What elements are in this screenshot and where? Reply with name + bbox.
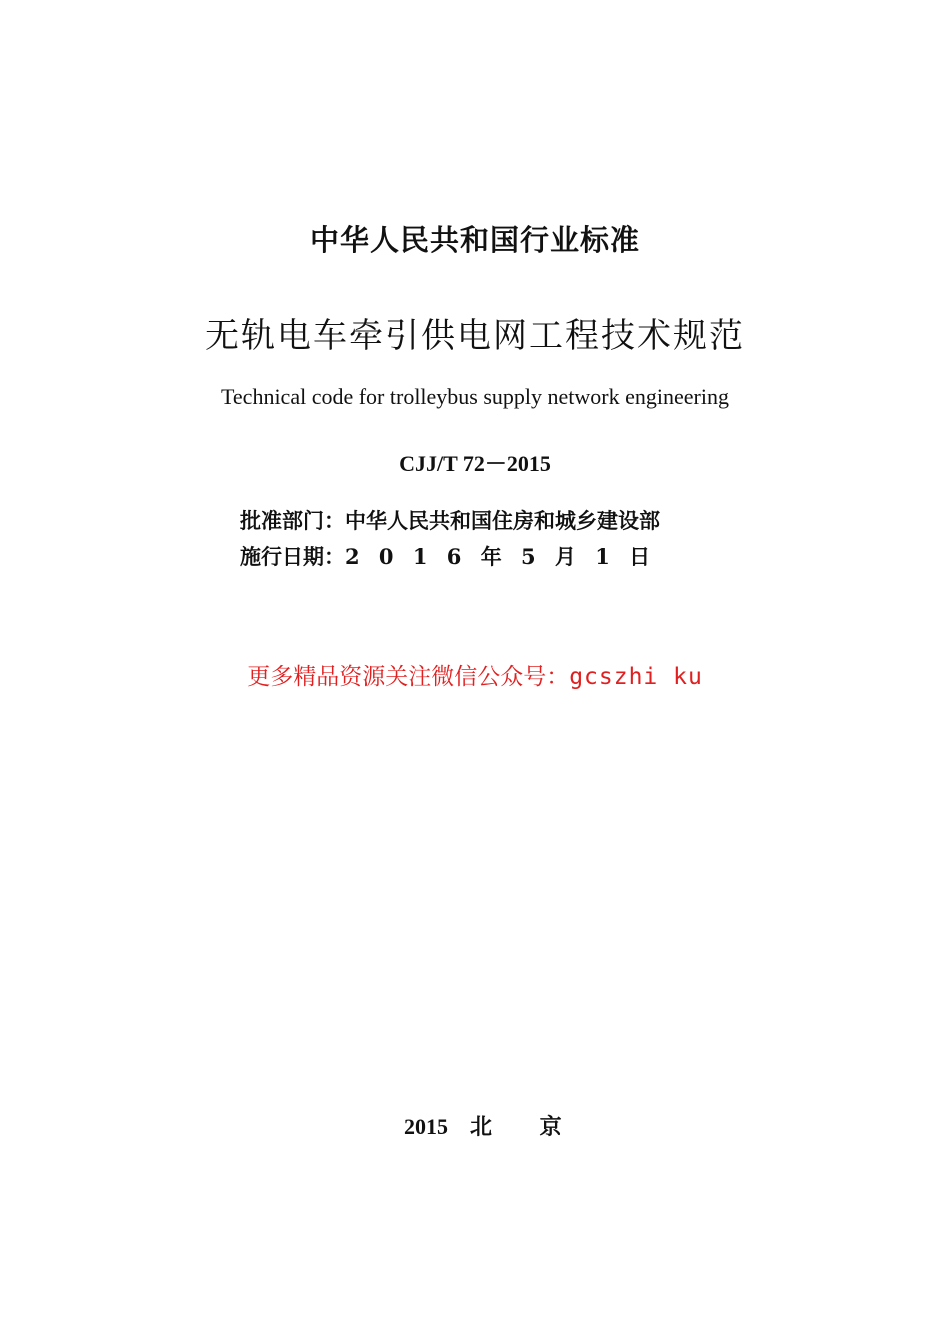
standard-code: CJJ/T 72－2015 xyxy=(399,451,551,476)
document-title-english: Technical code for trolleybus supply network engineering xyxy=(221,384,729,409)
publication-footer xyxy=(404,1110,582,1141)
standard-type-heading: 中华人民共和国行业标准 xyxy=(309,223,640,257)
notice-handle: gcszhi ku xyxy=(569,664,703,690)
publication-year: 2015 xyxy=(404,1114,448,1139)
approval-department-value: 中华人民共和国住房和城乡建设部 xyxy=(345,509,660,533)
approval-department-label: 批准部门： xyxy=(240,509,345,533)
document-title-chinese: 无轨电车牵引供电网工程技术规范 xyxy=(205,316,745,356)
publication-city: 北 京 xyxy=(470,1115,582,1140)
effective-date-row xyxy=(240,541,650,571)
approval-department-row xyxy=(240,505,660,535)
watermark-notice xyxy=(0,658,950,691)
effective-date-value: 2 0 1 6 年 5 月 1 日 xyxy=(345,544,651,569)
notice-text: 更多精品资源关注微信公众号： xyxy=(247,664,570,690)
effective-date-label: 施行日期： xyxy=(240,545,345,569)
